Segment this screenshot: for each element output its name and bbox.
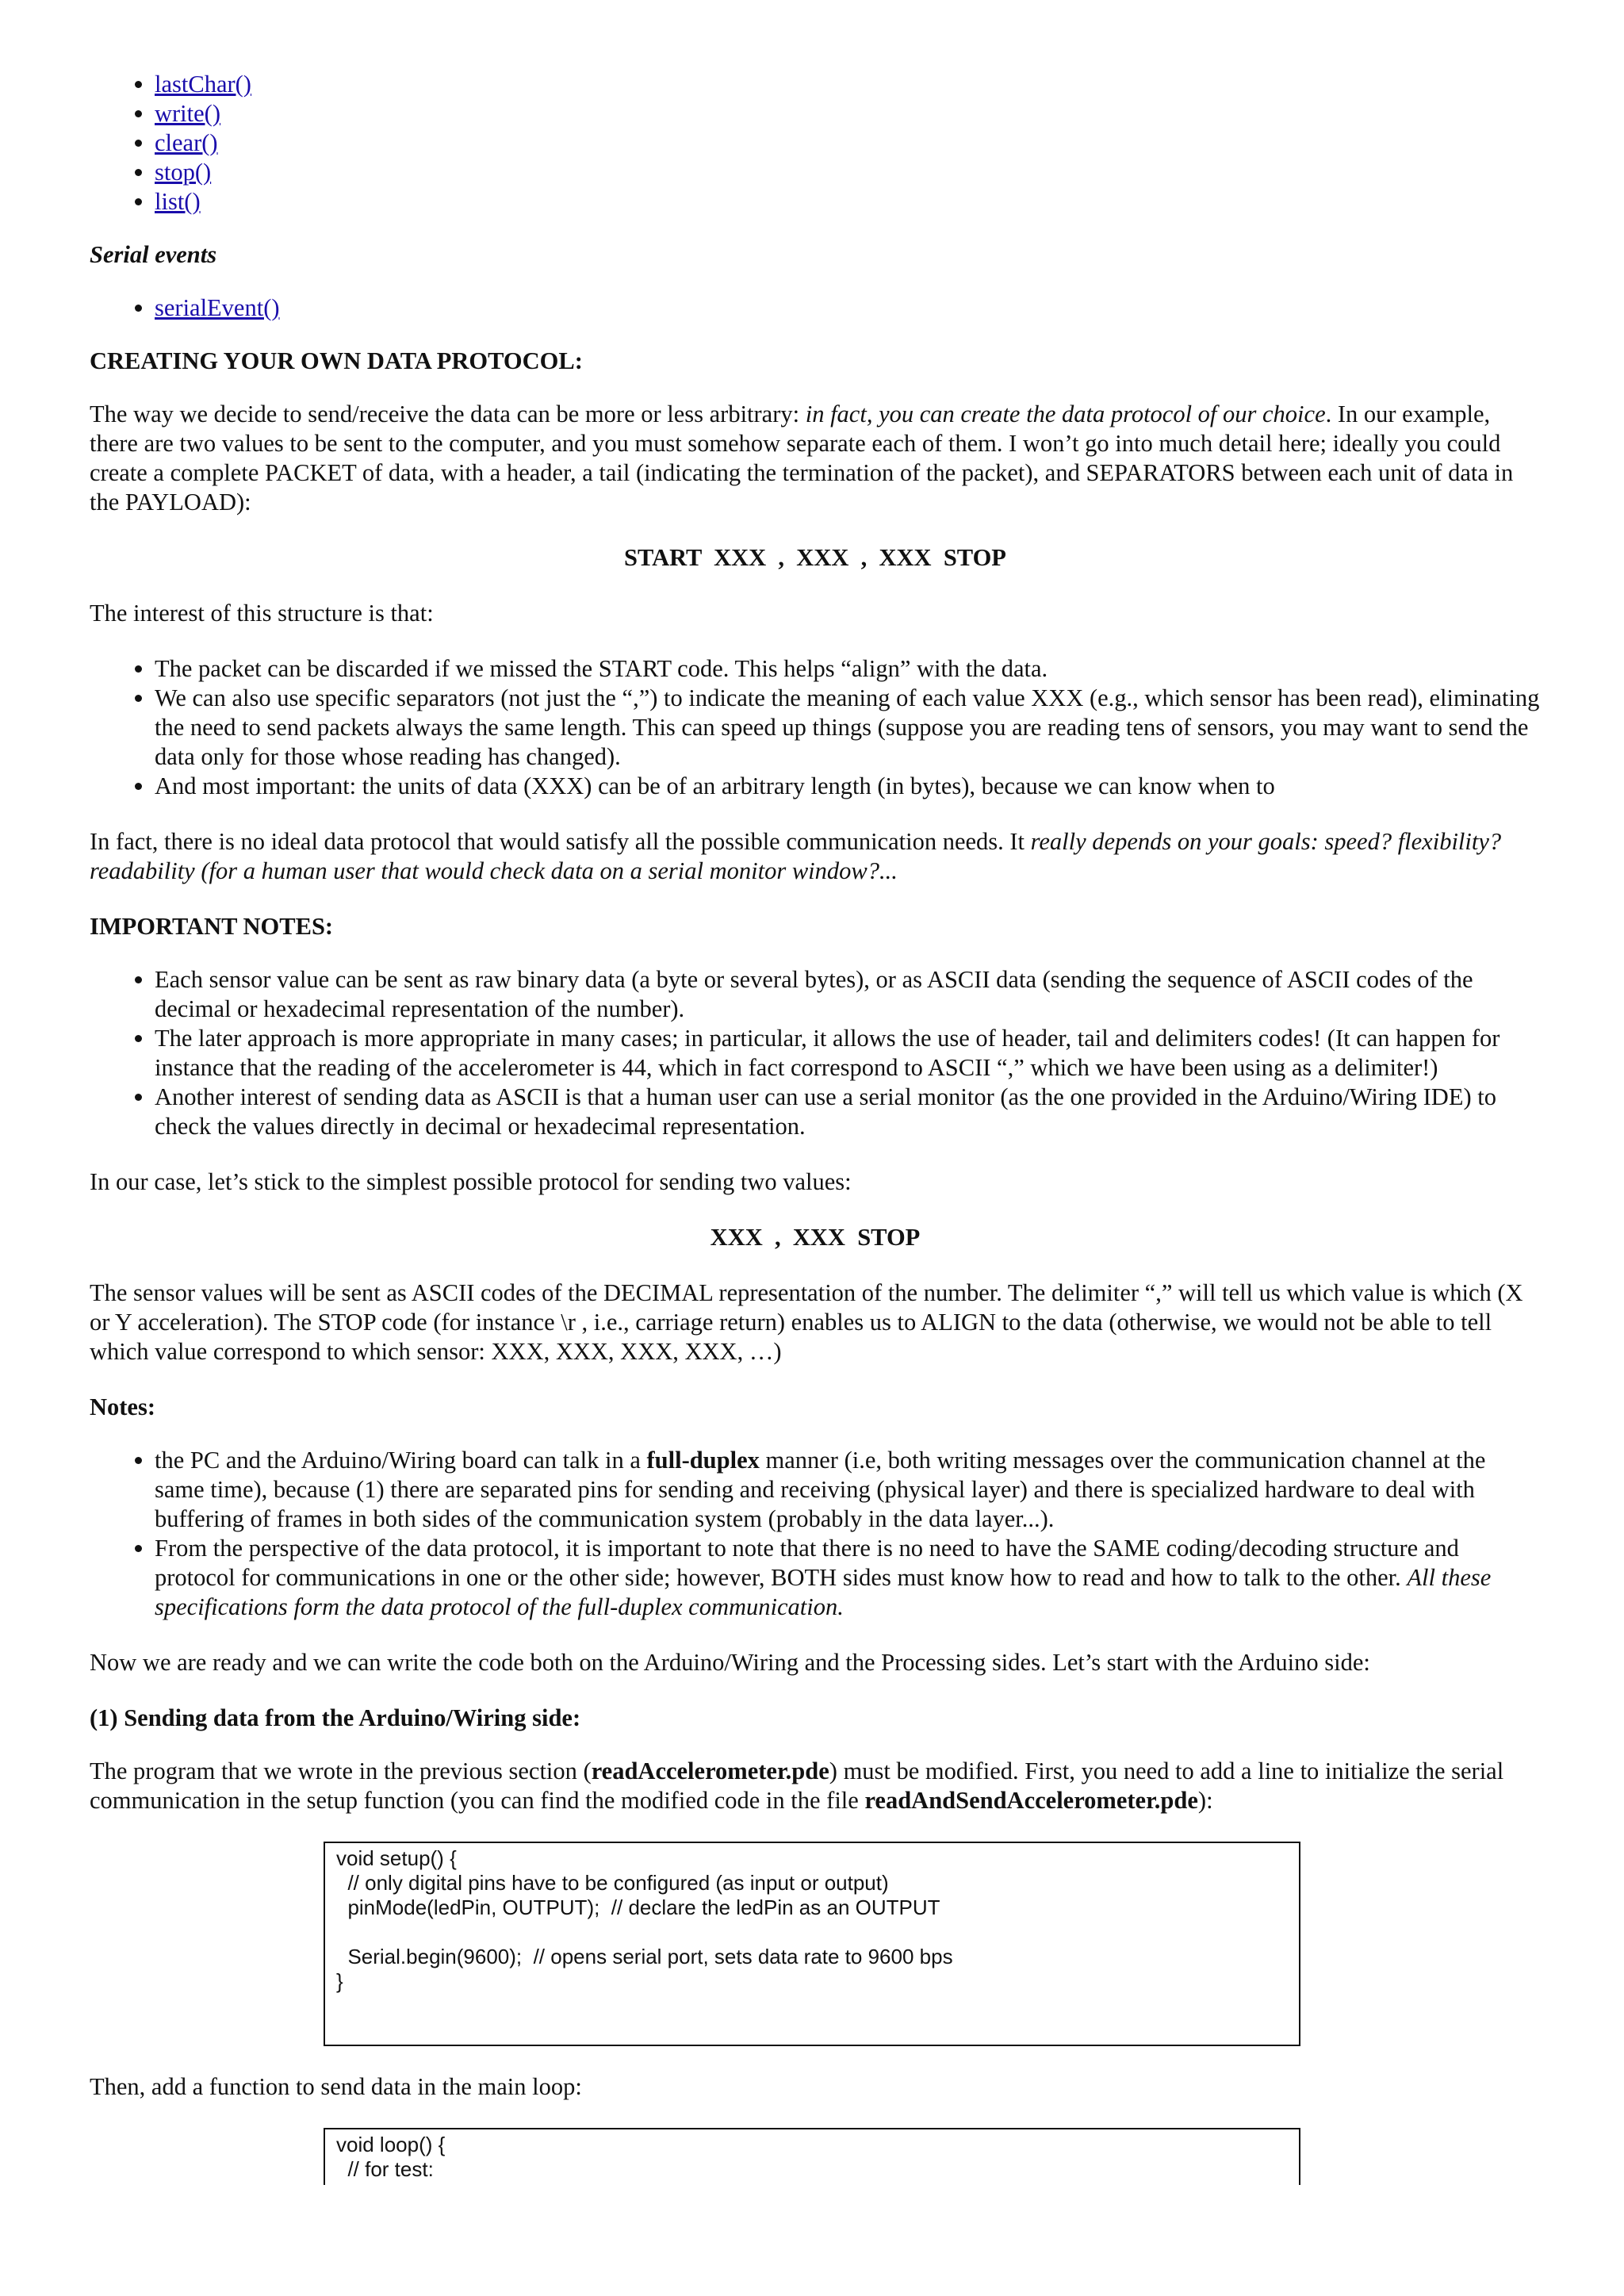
important-notes-list bbox=[90, 965, 1541, 1141]
text: the PC and the Arduino/Wiring board can talk in a bbox=[155, 1447, 647, 1474]
serial-events-heading: Serial events bbox=[90, 241, 217, 268]
simple-protocol-description: The sensor values will be sent as ASCII codes of the DECIMAL representation of the number. The delimiter “,” will tell us which value is which (X or Y acceleration). The STOP code (for instance \r , i.e., carriage return) enables us to ALIGN to the data (otherwise, we would not be able to tell which value correspond to which sensor: XXX, XXX, XXX, XXX, …) bbox=[90, 1279, 1523, 1365]
text: manner (i.e, both writing messages over the communication channel at the same time), because (1) there are separated pins for sending and receiving (physical layer) and there is specialized hardware to deal with buffering of frames in both sides of the communication system (probably in the data layer...). bbox=[155, 1447, 1486, 1532]
list-item bbox=[155, 1446, 1541, 1534]
link-lastchar[interactable]: lastChar() bbox=[155, 71, 251, 98]
filename-text: readAccelerometer.pde bbox=[591, 1757, 829, 1784]
list-item: • And most important: the units of data (XXX) can be of an arbitrary length (in bytes), because we can know when to bbox=[155, 772, 1541, 801]
emphasis-text: really depends on your goals: speed? flexibility? readability (for a human user that would check data on a serial monitor window?... bbox=[90, 828, 1502, 884]
list-item: • Another interest of sending data as ASCII is that a human user can use a serial monitor (as the one provided in the Arduino/Wiring IDE) to check the values directly in decimal or hexadecimal representation. bbox=[155, 1083, 1541, 1141]
text: . In our example, there are two values to be sent to the computer, and you must somehow separate each of them. I won’t go into much detail here; ideally you could create a complete PACKET of data, with a header, a tail (indicating the termination of the packet), and SEPARATORS between each unit of data in the PAYLOAD): bbox=[90, 401, 1514, 516]
list-item: • Each sensor value can be sent as raw binary data (a byte or several bytes), or as ASCII data (sending the sequence of ASCII codes of the decimal or hexadecimal representation of the number). bbox=[155, 965, 1541, 1024]
list-item bbox=[155, 158, 1541, 187]
serial-events-list bbox=[90, 293, 1541, 323]
protocol-intro-paragraph bbox=[90, 400, 1541, 517]
notes-heading: Notes: bbox=[90, 1393, 155, 1420]
simple-packet-format: XXX , XXX STOP bbox=[710, 1224, 921, 1251]
emphasis-text: All these specifications form the data protocol of the full-duplex communication. bbox=[155, 1564, 1492, 1620]
document-page bbox=[90, 70, 1541, 2185]
packet-format: START XXX , XXX , XXX STOP bbox=[624, 544, 1006, 571]
bold-text: full-duplex bbox=[646, 1447, 760, 1474]
loop-intro-paragraph: Then, add a function to send data in the main loop: bbox=[90, 2073, 582, 2100]
text: ): bbox=[1197, 1787, 1213, 1814]
link-clear[interactable]: clear() bbox=[155, 129, 218, 156]
link-write[interactable]: write() bbox=[155, 100, 220, 127]
link-list[interactable]: list() bbox=[155, 188, 201, 215]
notes-list bbox=[90, 1446, 1541, 1622]
filename-text: readAndSendAccelerometer.pde bbox=[864, 1787, 1198, 1814]
protocol-heading: CREATING YOUR OWN DATA PROTOCOL: bbox=[90, 347, 583, 374]
setup-code-block: void setup() { // only digital pins have to be configured (as input or output) pinMode(ledPin, OUTPUT); // declare the ledPin as an OUTPUT Serial.begin(9600); // opens serial port, sets data rate to 9600 bps } bbox=[324, 1842, 1300, 2046]
list-item bbox=[155, 128, 1541, 158]
api-link-list bbox=[90, 70, 1541, 217]
text: The program that we wrote in the previous section ( bbox=[90, 1757, 592, 1784]
loop-code-block: void loop() { // for test: bbox=[324, 2128, 1300, 2185]
list-item bbox=[155, 293, 1541, 323]
text: From the perspective of the data protocol, it is important to note that there is no need to have the SAME coding/decoding structure and protocol for communications in one or the other side; however, BOTH sides must know how to read and how to talk to the other. bbox=[155, 1535, 1459, 1591]
link-stop[interactable]: stop() bbox=[155, 159, 212, 186]
protocol-conclusion-paragraph bbox=[90, 827, 1541, 886]
list-item bbox=[155, 1534, 1541, 1622]
important-notes-heading: IMPORTANT NOTES: bbox=[90, 913, 334, 940]
ready-paragraph: Now we are ready and we can write the code both on the Arduino/Wiring and the Processing sides. Let’s start with the Arduino side: bbox=[90, 1649, 1370, 1676]
interest-list bbox=[90, 654, 1541, 801]
text: The way we decide to send/receive the data can be more or less arbitrary: bbox=[90, 401, 806, 427]
list-item: • We can also use specific separators (not just the “,”) to indicate the meaning of each value XXX (e.g., which sensor has been read), eliminating the need to send packets always the same length. This can speed up things (suppose you are reading tens of sensors, you may want to send the data only for those whose reading has changed). bbox=[155, 684, 1541, 772]
arduino-heading: (1) Sending data from the Arduino/Wiring side: bbox=[90, 1704, 581, 1731]
simple-protocol-intro: In our case, let’s stick to the simplest possible protocol for sending two values: bbox=[90, 1168, 852, 1195]
list-item bbox=[155, 99, 1541, 128]
text: ) must be modified. First, you need to add a line to initialize the serial communication in the setup function (you can find the modified code in the file bbox=[90, 1757, 1504, 1814]
modify-program-paragraph bbox=[90, 1757, 1541, 1815]
interest-intro: The interest of this structure is that: bbox=[90, 600, 434, 627]
list-item: • The later approach is more appropriate in many cases; in particular, it allows the use of header, tail and delimiters codes! (It can happen for instance that the reading of the accelerometer is 44, which in fact correspond to ASCII “,” which we have been using as a delimiter!) bbox=[155, 1024, 1541, 1083]
emphasis-text: in fact, you can create the data protocol of our choice bbox=[805, 401, 1326, 427]
list-item bbox=[155, 70, 1541, 99]
text: In fact, there is no ideal data protocol that would satisfy all the possible communication needs. It bbox=[90, 828, 1031, 855]
link-serialevent[interactable]: serialEvent() bbox=[155, 294, 280, 321]
list-item: • The packet can be discarded if we missed the START code. This helps “align” with the data. bbox=[155, 654, 1541, 684]
list-item bbox=[155, 187, 1541, 217]
